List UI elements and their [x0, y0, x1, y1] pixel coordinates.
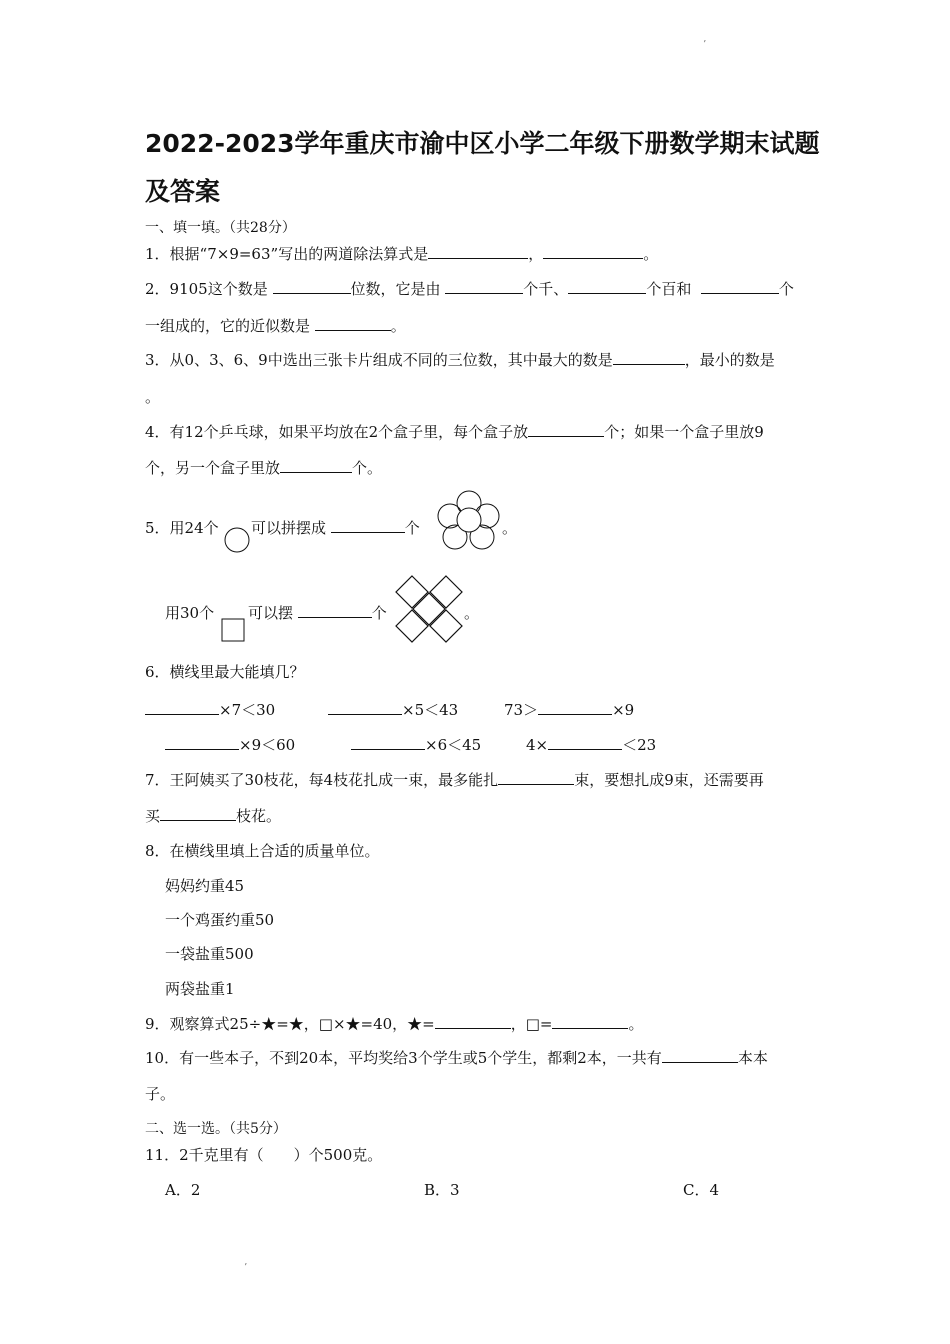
question-9-end: 。: [628, 1015, 644, 1033]
answer-blank[interactable]: [428, 244, 528, 259]
question-11-stem: 11．2千克里有（ ）个500克。: [145, 1146, 383, 1164]
section-2-heading: 二、选一选。（共5分）: [145, 1121, 287, 1137]
answer-blank[interactable]: [160, 806, 236, 821]
diamond-pattern-icon: [396, 576, 466, 646]
answer-blank[interactable]: [280, 458, 352, 473]
question-7: [145, 770, 764, 790]
question-2-text-d: 个百和: [646, 280, 692, 298]
question-6-row2-b: [351, 735, 481, 755]
answer-blank[interactable]: [445, 279, 523, 294]
square-icon: [221, 618, 247, 644]
question-10-cont: 子。: [145, 1085, 176, 1103]
question-8-title: 8．在横线里填上合适的质量单位。: [145, 842, 380, 860]
option-a[interactable]: A．2: [165, 1181, 201, 1199]
footer-mark: ʼ: [244, 1263, 247, 1273]
question-2-cont: [145, 316, 406, 336]
question-6-expr: ×7＜30: [219, 701, 276, 719]
answer-blank[interactable]: [298, 603, 372, 618]
question-3-cont: [145, 387, 160, 407]
question-7-text: 7．王阿姨买了30枝花，每4枝花扎成一束，最多能扎: [145, 771, 499, 789]
question-7-text-b: 束，要想扎成9束，还需要再: [574, 771, 764, 789]
question-1-end: 。: [643, 245, 659, 263]
question-8-item: 一袋盐重500: [165, 945, 254, 963]
answer-blank[interactable]: [538, 700, 612, 715]
question-5-text-d: 。: [502, 519, 518, 537]
question-6-row1-c: [504, 700, 634, 720]
flower-icon: [438, 489, 502, 555]
question-6-row2-c: [526, 735, 656, 755]
answer-blank[interactable]: [613, 350, 685, 365]
question-4-cont: [145, 458, 382, 478]
question-9: [145, 1014, 644, 1034]
answer-blank[interactable]: [498, 770, 574, 785]
question-5-text-a: 5．用24个: [145, 519, 219, 537]
question-5-text-b: 可以拼摆成: [251, 519, 327, 537]
question-6-expr: 73＞: [504, 701, 539, 719]
answer-blank[interactable]: [435, 1014, 511, 1029]
question-8-item: 一个鸡蛋约重50: [165, 911, 275, 929]
question-6-expr: ×9: [612, 701, 635, 719]
answer-blank[interactable]: [552, 1014, 628, 1029]
question-3-end: 。: [145, 388, 161, 406]
answer-blank[interactable]: [165, 735, 239, 750]
question-4-end: 个。: [352, 459, 383, 477]
question-4-text: 4．有12个乒乓球，如果平均放在2个盒子里，每个盒子放: [145, 423, 529, 441]
answer-blank[interactable]: [351, 735, 425, 750]
question-6-expr: ×6＜45: [425, 736, 482, 754]
answer-blank[interactable]: [528, 422, 604, 437]
question-7-end: 枝花。: [236, 807, 282, 825]
question-10: [145, 1048, 768, 1068]
question-5-text-h: 。: [464, 604, 480, 622]
question-6-expr: ＜23: [622, 736, 657, 754]
question-2-text: 2．9105这个数是: [145, 280, 268, 298]
question-4-text-c: 个，另一个盒子里放: [145, 459, 281, 477]
answer-blank[interactable]: [273, 279, 351, 294]
question-2-end: 。: [390, 317, 406, 335]
question-6-expr: ×9＜60: [239, 736, 296, 754]
circle-icon: [224, 527, 254, 557]
question-10-text: 10．有一些本子，不到20本，平均奖给3个学生或5个学生，都剩2本，一共有: [145, 1049, 662, 1067]
question-1: [145, 244, 658, 264]
answer-blank[interactable]: [328, 700, 402, 715]
answer-blank[interactable]: [662, 1048, 738, 1063]
question-6-row1-b: [328, 700, 458, 720]
question-5-row1: [251, 518, 420, 538]
answer-blank[interactable]: [315, 316, 391, 331]
question-5-text-e: 用30个: [165, 604, 215, 622]
question-5-text-f: 可以摆: [248, 604, 294, 622]
answer-blank[interactable]: [568, 279, 646, 294]
answer-blank[interactable]: [548, 735, 622, 750]
question-3: [145, 350, 775, 370]
option-c[interactable]: C．4: [683, 1181, 720, 1199]
question-3-text: 3．从0、3、6、9中选出三张卡片组成不同的三位数，其中最大的数是: [145, 351, 613, 369]
question-6-expr: 4×: [526, 736, 549, 754]
question-1-sep: ，: [528, 245, 544, 263]
answer-blank[interactable]: [701, 279, 779, 294]
question-5-text-c: 个: [404, 519, 420, 537]
header-mark: ʼ: [703, 40, 706, 50]
question-2-text-f: 一组成的，它的近似数是: [145, 317, 311, 335]
question-10-text-b: 本本: [737, 1049, 768, 1067]
question-2-text-b: 位数，它是由: [350, 280, 441, 298]
question-8-item: 两袋盐重1: [165, 980, 235, 998]
question-7-text-c: 买: [145, 807, 161, 825]
question-5-text-g: 个: [371, 604, 387, 622]
question-6-row2-a: [165, 735, 295, 755]
question-5-row2: [248, 603, 387, 623]
page-title-line2: 及答案: [145, 177, 221, 206]
section-1-heading: 一、填一填。（共28分）: [145, 220, 296, 236]
question-9-text: 9．观察算式25÷★=★，□×★=40，★=: [145, 1015, 435, 1033]
question-4-text-b: 个；如果一个盒子里放9: [604, 423, 764, 441]
question-4: [145, 422, 764, 442]
question-6-title: 6．横线里最大能填几？: [145, 663, 305, 681]
page-title: 2022-2023学年重庆市渝中区小学二年级下册数学期末试题: [145, 129, 820, 158]
question-3-text-b: ，最小的数是: [684, 351, 775, 369]
option-b[interactable]: B．3: [424, 1181, 460, 1199]
question-2-text-e: 个: [778, 280, 794, 298]
question-9-text-b: ，□=: [510, 1015, 553, 1033]
question-6-row1-a: [145, 700, 275, 720]
question-2-text-c: 个千、: [523, 280, 569, 298]
answer-blank[interactable]: [331, 518, 405, 533]
question-8-item: 妈妈约重45: [165, 877, 245, 895]
question-2: [145, 279, 794, 299]
answer-blank[interactable]: [543, 244, 643, 259]
answer-blank[interactable]: [145, 700, 219, 715]
question-1-text: 1．根据“7×9=63”写出的两道除法算式是: [145, 245, 429, 263]
question-6-expr: ×5＜43: [402, 701, 459, 719]
question-7-cont: [145, 806, 281, 826]
